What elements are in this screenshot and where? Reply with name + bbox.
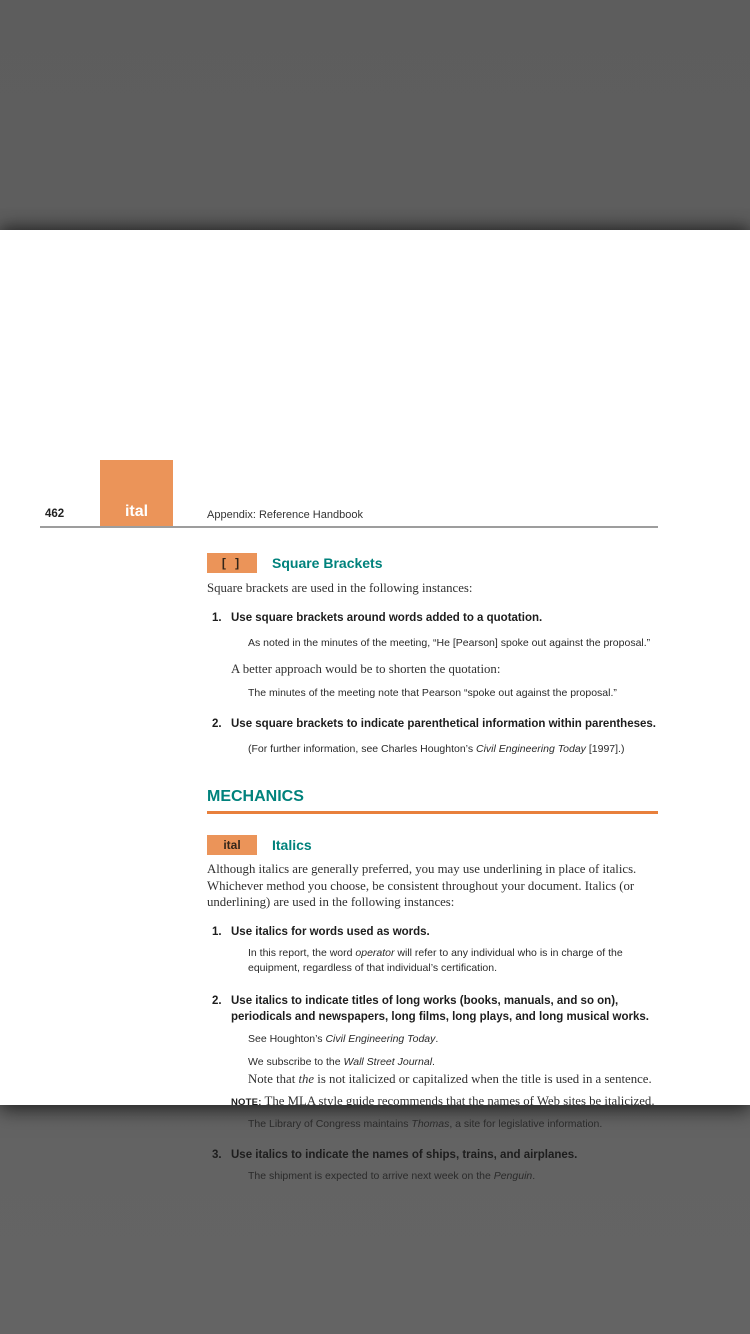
thumb-tab-label: ital xyxy=(124,503,149,520)
example-text: We subscribe to the Wall Street Journal. xyxy=(248,1055,435,1068)
chapter-heading-mechanics: MECHANICS xyxy=(207,788,658,814)
list-item-title: Use square brackets around words added to a quotation. xyxy=(231,611,543,624)
italics-symbol-badge: ital xyxy=(207,835,257,855)
list-item xyxy=(212,610,658,626)
list-item-number: 2. xyxy=(212,718,222,730)
running-head: Appendix: Reference Handbook xyxy=(207,509,363,521)
note-text: Note that the is not italicized or capitalized when the title is used in a sentence. xyxy=(248,1071,652,1086)
thumb-tab xyxy=(100,460,173,526)
list-item xyxy=(212,993,658,1025)
section-intro: Square brackets are used in the following instances: xyxy=(207,581,473,595)
example-text: The minutes of the meeting note that Pearson “spoke out against the proposal.” xyxy=(248,687,617,699)
section-title: Square Brackets xyxy=(272,554,383,571)
list-item-number: 2. xyxy=(212,994,222,1007)
example-text: (For further information, see Charles Houghton’s Civil Engineering Today [1997].) xyxy=(248,743,625,755)
mla-note xyxy=(231,1093,658,1112)
list-item-title: Use square brackets to indicate parenthetical information within parentheses. xyxy=(231,718,656,730)
page-number: 462 xyxy=(45,508,65,520)
header-rule xyxy=(40,526,658,528)
mla-note-text: The MLA style guide recommends that the names of Web sites be italicized. xyxy=(264,1094,655,1108)
followup-text: A better approach would be to shorten the quotation: xyxy=(231,661,501,676)
list-item-number: 1. xyxy=(212,925,222,938)
list-item-title: Use italics to indicate the names of ships, trains, and airplanes. xyxy=(231,1148,578,1161)
list-item-number: 3. xyxy=(212,1148,222,1161)
section-heading-square-brackets xyxy=(207,552,658,573)
book-page xyxy=(0,230,750,1182)
example-text: As noted in the minutes of the meeting, “He [Pearson] spoke out against the proposal.” xyxy=(248,636,651,649)
example-text: In this report, the word operator will refer to any individual who is in charge of the equipment, regardless of that individual’s certification. xyxy=(248,946,623,974)
example-text: The Library of Congress maintains Thomas, a site for legislative information. xyxy=(248,1117,603,1130)
section-title: Italics xyxy=(272,836,312,853)
note-label: NOTE: xyxy=(231,1097,262,1108)
example-text: See Houghton’s Civil Engineering Today. xyxy=(248,1032,439,1045)
list-item-title: Use italics for words used as words. xyxy=(231,925,430,938)
square-brackets-symbol-badge: [ ] xyxy=(207,553,257,573)
example-text: The shipment is expected to arrive next week on the Penguin. xyxy=(248,1169,536,1182)
list-item xyxy=(212,924,658,940)
list-item-title: Use italics to indicate titles of long works (books, manuals, and so on), periodicals and newspapers, long films, long plays, and long musical works. xyxy=(231,994,649,1023)
section-intro: Although italics are generally preferred, you may use underlining in place of italics. Whichever method you choose, be consistent throughout your document. Italics (or underlining) are used in the following instances: xyxy=(207,862,637,909)
list-item xyxy=(212,1147,658,1163)
list-item-number: 1. xyxy=(212,611,222,624)
list-item xyxy=(212,716,658,732)
section-heading-italics xyxy=(207,834,658,855)
page-content xyxy=(207,552,658,1184)
